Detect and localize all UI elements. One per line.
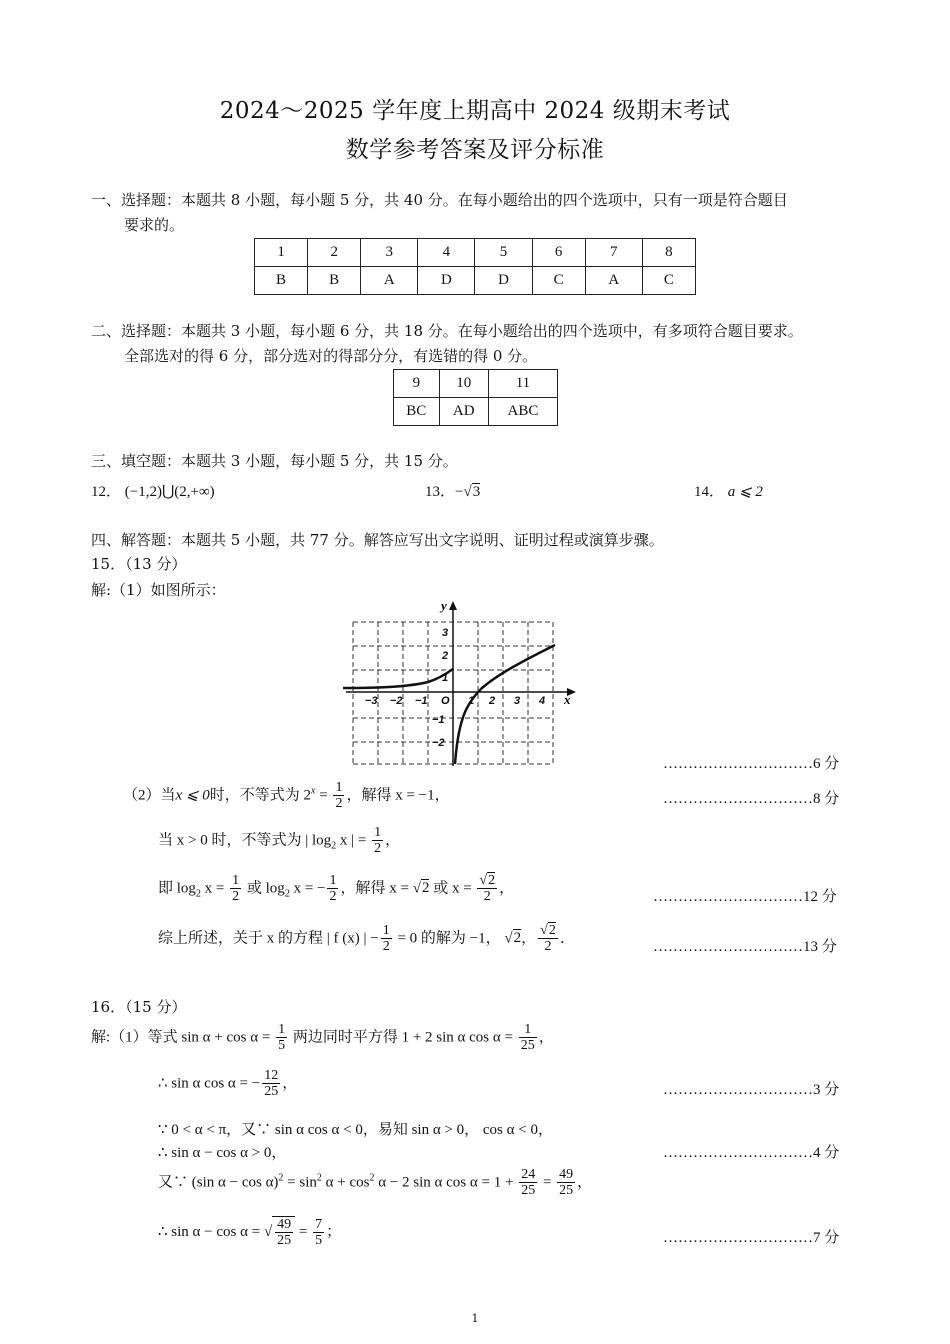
table-cell: D <box>418 267 475 295</box>
text: = <box>539 1174 556 1191</box>
radicand: 2 <box>488 873 496 888</box>
table-cell: A <box>585 267 642 295</box>
x-tick: −3 <box>365 695 378 707</box>
table-cell: B <box>308 267 361 295</box>
table-cell: 10 <box>439 370 488 398</box>
x-tick: 1 <box>468 695 475 707</box>
fraction <box>372 825 383 857</box>
q16-line1 <box>91 1022 554 1054</box>
text: ， <box>499 880 515 897</box>
table-cell: 2 <box>308 239 361 267</box>
score-12: …………………………12 分 <box>653 889 837 905</box>
text: ， <box>282 1075 298 1092</box>
text: = sin <box>283 1174 317 1191</box>
denominator: 5 <box>315 1232 323 1248</box>
text: α − 2 sin α cos α = 1 + <box>374 1174 518 1191</box>
table-row <box>255 267 696 295</box>
fraction <box>333 780 344 812</box>
y-tick: 1 <box>442 672 449 684</box>
y-axis-label: y <box>441 598 447 613</box>
q16-line6: ∴ sin α − cos α = √ $\frac{49}{25}$ = $\frac{7}{5}$ ； <box>158 1216 342 1249</box>
text: （2）当 <box>123 787 176 804</box>
text: 即 log <box>158 880 196 897</box>
score-3: …………………………3 分 <box>663 1082 840 1098</box>
table-cell: 4 <box>418 239 475 267</box>
fraction <box>477 873 497 905</box>
text: ， <box>577 1174 593 1191</box>
denominator: 2 <box>329 889 337 905</box>
table-cell: B <box>255 267 308 295</box>
table-row <box>255 239 696 267</box>
q14-answer <box>694 480 763 501</box>
x-tick: 4 <box>539 695 546 707</box>
numerator: √2 <box>479 873 496 888</box>
q16-heading: 16．（15 分） <box>91 998 187 1016</box>
numerator: 7 <box>315 1216 323 1232</box>
numerator: 49 <box>277 1217 292 1232</box>
text: 当 x > 0 时，不等式为 | log <box>158 832 332 849</box>
denominator: 2 <box>382 939 390 955</box>
x-axis-label: x <box>564 692 571 707</box>
fraction <box>276 1022 287 1054</box>
q15-part2-line2 <box>158 825 400 857</box>
section3-line: 三、填空题：本题共 3 小题，每小题 5 分，共 15 分。 <box>91 452 458 470</box>
q12-number: 12． <box>91 484 122 500</box>
text: x = − <box>289 880 326 897</box>
q15-part2-line4: 综上所述，关于 x 的方程 | f (x) | − $\frac{1}{2}$ = 0 的解为 −1， √2， $\frac{√2}{2}$ ． <box>158 923 575 955</box>
table-row <box>394 370 558 398</box>
radicand: 2 <box>421 880 430 897</box>
numerator: 24 <box>521 1167 536 1182</box>
text: ； <box>326 1223 342 1240</box>
table-cell: C <box>532 267 585 295</box>
numerator: 1 <box>329 873 337 888</box>
denominator: 2 <box>483 889 491 905</box>
text: = <box>315 787 332 804</box>
text: 或 x = <box>429 880 476 897</box>
q16-line2 <box>158 1068 297 1100</box>
page-number: 1 <box>471 1312 479 1325</box>
q13-number: 13． <box>425 484 456 500</box>
score-8: …………………………8 分 <box>663 791 840 807</box>
denominator: 2 <box>232 889 240 905</box>
numerator: 49 <box>559 1167 574 1182</box>
radical-body <box>272 1216 295 1249</box>
q16-line4: ∴ sin α − cos α > 0， <box>158 1145 287 1161</box>
q15-part2-line3: 即 $\log_2 x$ = $\frac{1}{2}$ 或 $\log_2 x$ = − $\frac{1}{2}$ ，解得 x = √2 或 x = $\frac{√2}{2}$ ， <box>158 873 515 905</box>
denominator: 25 <box>559 1183 574 1199</box>
q15-heading: 15．（13 分） <box>91 555 187 573</box>
text: ，解得 x = −1， <box>346 787 450 804</box>
numerator: √2 <box>540 923 556 938</box>
table-cell: C <box>642 267 695 295</box>
text: α + cos <box>321 1174 370 1191</box>
fraction <box>519 1167 537 1199</box>
doc-title: 2024～2025 学年度上期高中 2024 级期末考试 <box>219 98 731 124</box>
function-graph <box>338 596 583 768</box>
text: 时，不等式为 2 <box>209 787 312 804</box>
doc-subtitle: 数学参考答案及评分标准 <box>345 137 605 163</box>
answer-table-2 <box>393 369 558 426</box>
section2-line2: 全部选对的得 6 分，部分选对的得部分分，有选错的得 0 分。 <box>124 347 538 365</box>
table-row <box>394 398 558 426</box>
text: ，解得 x = <box>340 880 413 897</box>
exponent: 2 <box>316 1172 322 1184</box>
q14-number: 14． <box>694 484 725 500</box>
q15-part1: 解:（1）如图所示： <box>91 581 226 599</box>
subscript: 2 <box>195 888 201 900</box>
fraction <box>519 1022 537 1054</box>
text: x = <box>200 880 229 897</box>
text: ∴ sin α − cos α = <box>158 1223 264 1240</box>
numerator: 1 <box>519 1022 537 1038</box>
text: x | = <box>336 832 371 849</box>
exponent: 2 <box>369 1172 375 1184</box>
table-cell: D <box>475 267 532 295</box>
y-tick: −1 <box>432 714 445 726</box>
fraction <box>557 1167 575 1199</box>
fraction <box>538 923 558 955</box>
numerator: 1 <box>335 780 343 795</box>
section2-line1: 二、选择题：本题共 3 小题，每小题 6 分，共 18 分。在每小题给出的四个选项中，有多项符合题目要求。 <box>91 322 803 340</box>
fraction <box>313 1217 324 1249</box>
table-cell: 6 <box>532 239 585 267</box>
q15-part2-line1 <box>123 780 450 812</box>
score-13: …………………………13 分 <box>653 939 837 955</box>
denominator: 25 <box>264 1084 279 1100</box>
table-cell: 8 <box>642 239 695 267</box>
curve-exponential <box>343 669 453 688</box>
radicand: 2 <box>548 923 556 938</box>
text: = <box>295 1223 312 1240</box>
table-cell: A <box>361 267 418 295</box>
table-cell: 9 <box>394 370 440 398</box>
table-cell: 5 <box>475 239 532 267</box>
fraction <box>262 1068 280 1100</box>
section1-line2: 要求的。 <box>124 216 185 234</box>
text: 解:（1）等式 sin α + cos α = <box>91 1029 275 1046</box>
y-tick: 2 <box>442 650 449 662</box>
y-axis-arrow <box>449 601 457 610</box>
table-cell: 3 <box>361 239 418 267</box>
score-6: …………………………6 分 <box>663 756 840 772</box>
numerator: 12 <box>264 1068 279 1083</box>
exponent: 2 <box>278 1172 284 1184</box>
score-4: …………………………4 分 <box>663 1145 840 1161</box>
text: = 0 的解为 −1， <box>393 930 505 947</box>
q12-answer <box>91 480 215 501</box>
q13-radicand: 3 <box>472 484 481 500</box>
q13-answer: 13．−√3 <box>425 484 481 500</box>
fraction <box>230 873 241 905</box>
score-7: …………………………7 分 <box>663 1230 840 1246</box>
table-cell: BC <box>394 398 440 426</box>
origin-label: O <box>441 695 450 707</box>
q16-line5 <box>158 1167 592 1199</box>
denominator: 2 <box>335 796 343 812</box>
fraction <box>275 1217 293 1249</box>
numerator: 1 <box>382 923 390 938</box>
text: 或 log <box>243 880 285 897</box>
section4-line: 四、解答题：本题共 5 小题，共 77 分。解答应写出文字说明、证明过程或演算步骤。 <box>91 531 664 549</box>
numerator: 1 <box>232 873 240 888</box>
denominator: 2 <box>544 939 552 955</box>
table-cell: 1 <box>255 239 308 267</box>
text: ， <box>385 832 401 849</box>
text: ． <box>559 930 575 947</box>
x-tick: 3 <box>514 695 521 707</box>
table-cell: ABC <box>488 398 557 426</box>
text: ∴ sin α cos α = − <box>158 1075 261 1092</box>
q14-value: a ⩽ 2 <box>727 484 763 500</box>
denominator: 2 <box>374 841 382 857</box>
y-tick: −2 <box>432 737 445 749</box>
radicand: 2 <box>513 930 522 947</box>
text: 两边同时平方得 1 + 2 sin α cos α = <box>289 1029 517 1046</box>
denominator: 25 <box>277 1233 292 1249</box>
q16-line3: ∵ 0 < α < π，又∵ sin α cos α < 0，易知 sin α > 0， cos α < 0， <box>158 1122 553 1138</box>
q12-value: (−1,2)⋃(2,+∞) <box>124 484 215 500</box>
denominator: 5 <box>278 1038 286 1054</box>
exponent: x <box>311 785 316 797</box>
table-cell: 7 <box>585 239 642 267</box>
denominator: 25 <box>520 1038 535 1054</box>
text: ， <box>521 930 537 947</box>
table-cell: AD <box>439 398 488 426</box>
x-tick: −1 <box>415 695 428 707</box>
text: 综上所述，关于 x 的方程 | f (x) | − <box>158 930 379 947</box>
denominator: 25 <box>521 1183 536 1199</box>
numerator: 1 <box>278 1022 286 1037</box>
numerator: 1 <box>374 825 382 840</box>
text: x ⩽ 0 <box>175 787 210 804</box>
text: ， <box>538 1029 554 1046</box>
q13-minus: − <box>455 484 464 500</box>
fraction <box>381 923 392 955</box>
text: 又∵ (sin α − cos α) <box>158 1174 279 1191</box>
table-cell: 11 <box>488 370 557 398</box>
x-tick: −2 <box>390 695 403 707</box>
x-tick: 2 <box>489 695 496 707</box>
answer-table-1 <box>254 238 696 295</box>
y-tick: 3 <box>442 627 449 639</box>
subscript: 2 <box>331 840 337 852</box>
fraction <box>327 873 338 905</box>
section1-line1: 一、选择题：本题共 8 小题，每小题 5 分，共 40 分。在每小题给出的四个选项中，只有一项是符合题目 <box>91 191 788 209</box>
subscript: 2 <box>284 888 290 900</box>
